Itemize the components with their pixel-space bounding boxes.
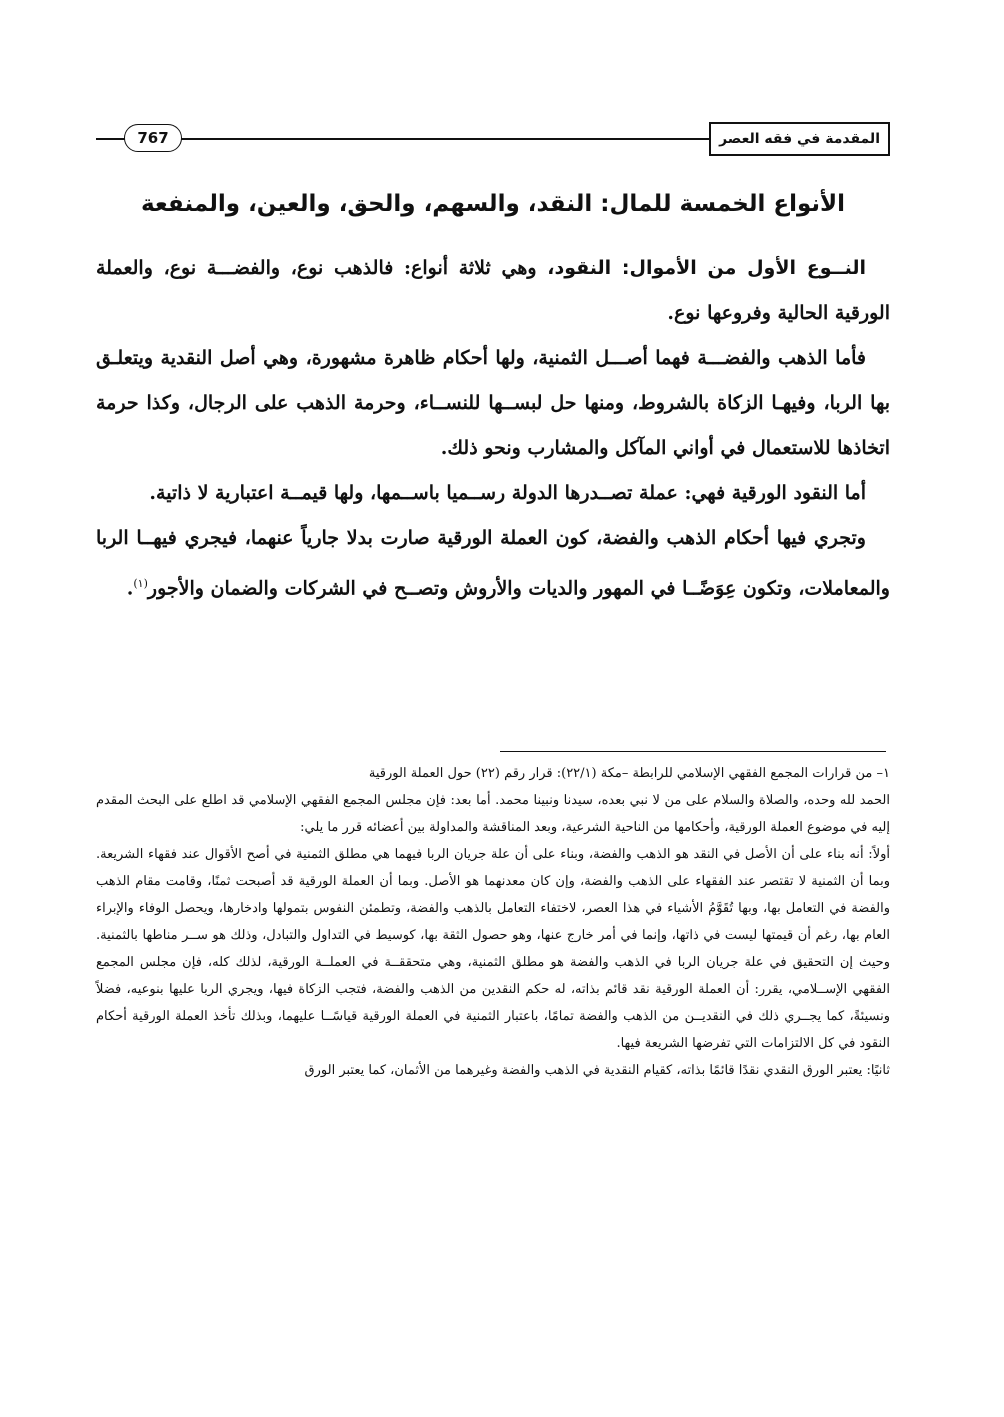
- footnote-heading: ١– من قرارات المجمع الفقهي الإسلامي للرابطة –مكة (٢٢/١): قرار رقم (٢٢) حول العملة الورقية: [368, 766, 890, 781]
- footnotes: [96, 760, 890, 1084]
- paragraph-2: فأما الذهب والفضـــة فهما أصـــل الثمنية، ولها أحكام ظاهرة مشهورة، وهي أصل النقدية ويتعلـق بها الربا، وفيهـا الزكاة بالشروط، ومنها حل لبســها للنســاء، وحرمة الذهب على الرجال، وكذا حرمة اتخاذها للاستعمال في أواني المآكل والمشارب ونحو ذلك.: [96, 347, 890, 459]
- paragraph-1-lead: النــوع الأول من الأموال: النقود،: [547, 257, 866, 279]
- page-header: [96, 118, 890, 158]
- footnote-first-point: أولاً: أنه بناء على أن الأصل في النقد هو الذهب والفضة، وبناء على أن علة جريان الربا فيهما هي مطلق الثمنية في أصح الأقوال عند فقهاء الشريعة. وبما أن الثمنية لا تقتصر عند الفقهاء على الذهب والفضة، وإن كان معدنهما هو الأصل. وبما أن العملة الورقية قد أصبحت ثمنًا، وقامت مقام الذهب والفضة في التعامل بها، وبها تُقَوَّمُ الأشياء في هذا العصر، لاختفاء التعامل بالذهب والفضة، وتطمئن النفوس بتمولها وادخارها، ويحصل الوفاء والإبراء العام بها، رغم أن قيمتها ليست في ذاتها، وإنما في أمر خارج عنها، وهو حصول الثقة بها، كوسيط في التداول والتبادل، وذلك هو ســر مناطها بالثمنية. وحيث إن التحقيق في علة جريان الربا في الذهب والفضة هو مطلق الثمنية، وهي متحققــة في العملــة الورقية، لذلك كله، فإن مجلس المجمع الفقهي الإســلامي، يقرر: أن العملة الورقية نقد قائم بذاته، له حكم النقدين من الذهب والفضة، فتجب الزكاة فيها، ويجري الربا عليها بنوعيه، فضلاً ونسيئةً، كما يجــري ذلك في النقديــن من الذهب والفضة تمامًا، باعتبار الثمنية في العملة الورقية قياسًــا عليهما، وبذلك تأخذ العملة الورقية أحكام النقود في كل الالتزامات التي تفرضها الشريعة فيها.: [96, 847, 890, 1051]
- footnote-preamble: الحمد لله وحده، والصلاة والسلام على من لا نبي بعده، سيدنا ونبينا محمد. أما بعد: فإن مجلس المجمع الفقهي الإسلامي قد اطلع على البحث المقدم إليه في موضوع العملة الورقية، وأحكامها من الناحية الشرعية، وبعد المناقشة والمداولة بين أعضائه قرر ما يلي:: [96, 793, 890, 835]
- main-text: [96, 180, 890, 611]
- footnote-rule: [500, 751, 886, 752]
- paragraph-4-text: وتجري فيها أحكام الذهب والفضة، كون العملة الورقية صارت بدلا جارياً عنهما، فيجري فيهــا الربا والمعاملات، وتكون عِوَضًــا في المهور والديات والأروش وتصــح في الشركات والضمان والأجور: [96, 527, 890, 600]
- running-head: المقدمة في فقه العصر: [709, 122, 890, 156]
- footnote-ref-1[interactable]: (١): [133, 577, 148, 590]
- paragraph-1: [96, 246, 890, 336]
- paragraph-4-end: .: [126, 577, 134, 600]
- page-number: 767: [124, 124, 182, 152]
- paragraph-1-text: وهي ثلاثة أنواع: فالذهب نوع، والفضـــة نوع، والعملة الورقية الحالية وفروعها نوع.: [96, 257, 890, 324]
- paragraph-3: أما النقود الورقية فهي: عملة تصــدرها الدولة رســميا باســمها، ولها قيمــة اعتبارية لا ذاتية.: [149, 482, 866, 504]
- paragraph-4: [96, 516, 890, 611]
- section-title: الأنواع الخمسة للمال: النقد، والسهم، والحق، والعين، والمنفعة: [140, 191, 846, 217]
- footnote-second-point: ثانيًا: يعتبر الورق النقدي نقدًا قائمًا بذاته، كقيام النقدية في الذهب والفضة وغيرهما من الأثمان، كما يعتبر الورق: [304, 1063, 890, 1078]
